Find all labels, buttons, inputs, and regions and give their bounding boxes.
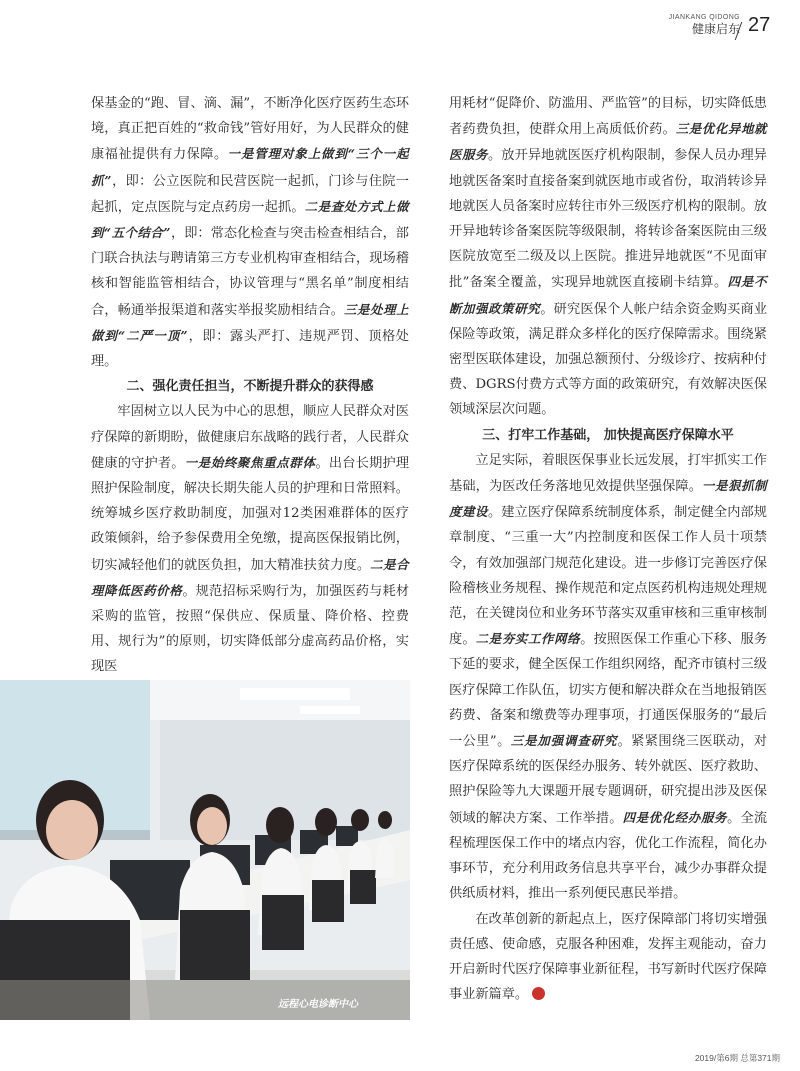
page-number: 27 (748, 14, 771, 36)
end-mark-icon (532, 987, 545, 1000)
office-illustration (0, 680, 410, 1020)
masthead-pinyin: JIANKANG QIDONG (668, 14, 740, 21)
emphasis-phrase: 二是夯实工作网络 (475, 631, 581, 647)
photo-ecg-center (0, 680, 410, 1020)
paragraph: 立足实际，着眼医保事业长远发展，打牢抓实工作基础，为医改任务落地见效提供坚强保障。一是狠抓制度建设。建立医疗保障系统制度体系，制定健全内部规章制度、“三重一大”内控制度和医保工作人员十项禁令，有效加强部门规范化建设。进一步修订完善医疗保险稽核业务规程、操作规范和定点医药机构违规处理规范，在关键岗位和业务环节落实双重审核和三重审核制度。二是夯实工作网络。按照医保工作重心下移、服务下延的要求，健全医保工作组织网络，配齐市镇村三级医疗保障工作队伍，切实方便和解决群众在当地报销医药费、备案和缴费等办理事项，打通医保服务的“最后一公里”。三是加强调查研究。紧紧围绕三医联动，对医疗保障系统的医保经办服务、转外就医、医疗救助、照护保险等九大课题开展专题调研，研究提出涉及医保领域的解决方案、工作举措。四是优化经办服务。全流程梳理医保工作中的堵点内容，优化工作流程，简化办事环节，充分利用政务信息共享平台，减少办事群众提供纸质材料，推出一系列便民惠民举措。 (449, 452, 768, 902)
emphasis-phrase: 三是优化异地就医服务 (449, 121, 768, 163)
emphasis-phrase: 一是管理对象上做到“三个一起抓” (91, 146, 409, 188)
emphasis-phrase: 四是不断加强政策研究 (449, 274, 768, 316)
issue-info: 2019/第6期 总第371期 (694, 1053, 780, 1063)
section-heading: 三、打牢工作基础， 加快提高医疗保障水平 (482, 427, 734, 443)
emphasis-phrase: 四是优化经办服务 (622, 809, 728, 825)
closing-paragraph: 在改革创新的新起点上，医疗保障部门将切实增强责任感、使命感，克服各种困难，发挥主观能动，奋力开启新时代医疗保障事业新征程，书写新时代医疗保障事业新篇章。 (449, 911, 767, 1003)
paragraph: 用耗材“促降价、防滥用、严监管”的目标，切实降低患者药费负担，使群众用上高质低价药。三是优化异地就医服务。放开异地就医医疗机构限制，参保人员办理异地就医备案时直接备案到就医地市或省份，取消转诊异地就医人员备案时应转往市外三级医疗机构的限制。放开异地转诊备案医院等级限制，将转诊备案医院由三级医院放宽至二级及以上医院。推进异地就医“不见面审批”备案全覆盖，实现异地就医直接刷卡结算。四是不断加强政策研究。研究医保个人帐户结余资金购买商业保险等政策，满足群众多样化的医疗保障需求。围绕紧密型医联体建设，加强总额预付、分级诊疗、按病种付费、DGRS付费方式等方面的政策研究，有效解决医保领域深层次问题。 (449, 96, 768, 418)
right-column (449, 91, 767, 1007)
emphasis-phrase: 一是始终聚焦重点群体 (184, 454, 316, 470)
masthead-title: 健康启东 (691, 22, 740, 36)
section-heading: 二、强化责任担当，不断提升群众的获得感 (126, 379, 374, 395)
left-column (91, 91, 409, 680)
masthead (660, 14, 740, 37)
paragraph: 保基金的“跑、冒、滴、漏”，不断净化医疗医药生态环境，真正把百姓的“救命钱”管好用好，为人民群众的健康福祉提供有力保障。一是管理对象上做到“三个一起抓”，即：公立医院和民营医院一起抓，门诊与住院一起抓，定点医院与定点药房一起抓。二是查处方式上做到“五个结合”，即：常态化检查与突击检查相结合，部门联合执法与聘请第三方专业机构审查相结合，现场稽核和智能监管相结合，协议管理与“黑名单”制度相结合，畅通举报渠道和落实举报奖励相结合。三是处理上做到“二严一顶”，即：露头严打、违规严罚、顶格处理。 (91, 96, 410, 370)
photo-caption: 远程心电诊断中心 (278, 999, 358, 1010)
emphasis-phrase: 一是狠抓制度建设 (449, 478, 768, 520)
emphasis-phrase: 三是加强调查研究 (510, 733, 618, 749)
emphasis-phrase: 二是查处方式上做到“五个结合” (91, 198, 410, 241)
emphasis-phrase: 三是处理上做到“二严一顶” (91, 301, 410, 343)
emphasis-phrase: 二是合理降低医药价格 (91, 556, 410, 598)
paragraph: 牢固树立以人民为中心的思想，顺应人民群众对医疗保障的新期盼，做健康启东战略的践行者，人民群众健康的守护者。一是始终聚焦重点群体。出台长期护理照护保险制度，解决长期失能人员的护理和日常照料。统筹城乡医疗救助制度，加强对12类困难群体的医疗政策倾斜，给予参保费用全免缴，提高医保报销比例，切实减轻他们的就医负担，加大精准扶贫力度。二是合理降低医药价格。规范招标采购行为，加强医药与耗材采购的监管，按照“保供应、保质量、降价格、控费用、规行为”的原则，切实降低部分虚高药品价格，实现医 (91, 404, 410, 675)
